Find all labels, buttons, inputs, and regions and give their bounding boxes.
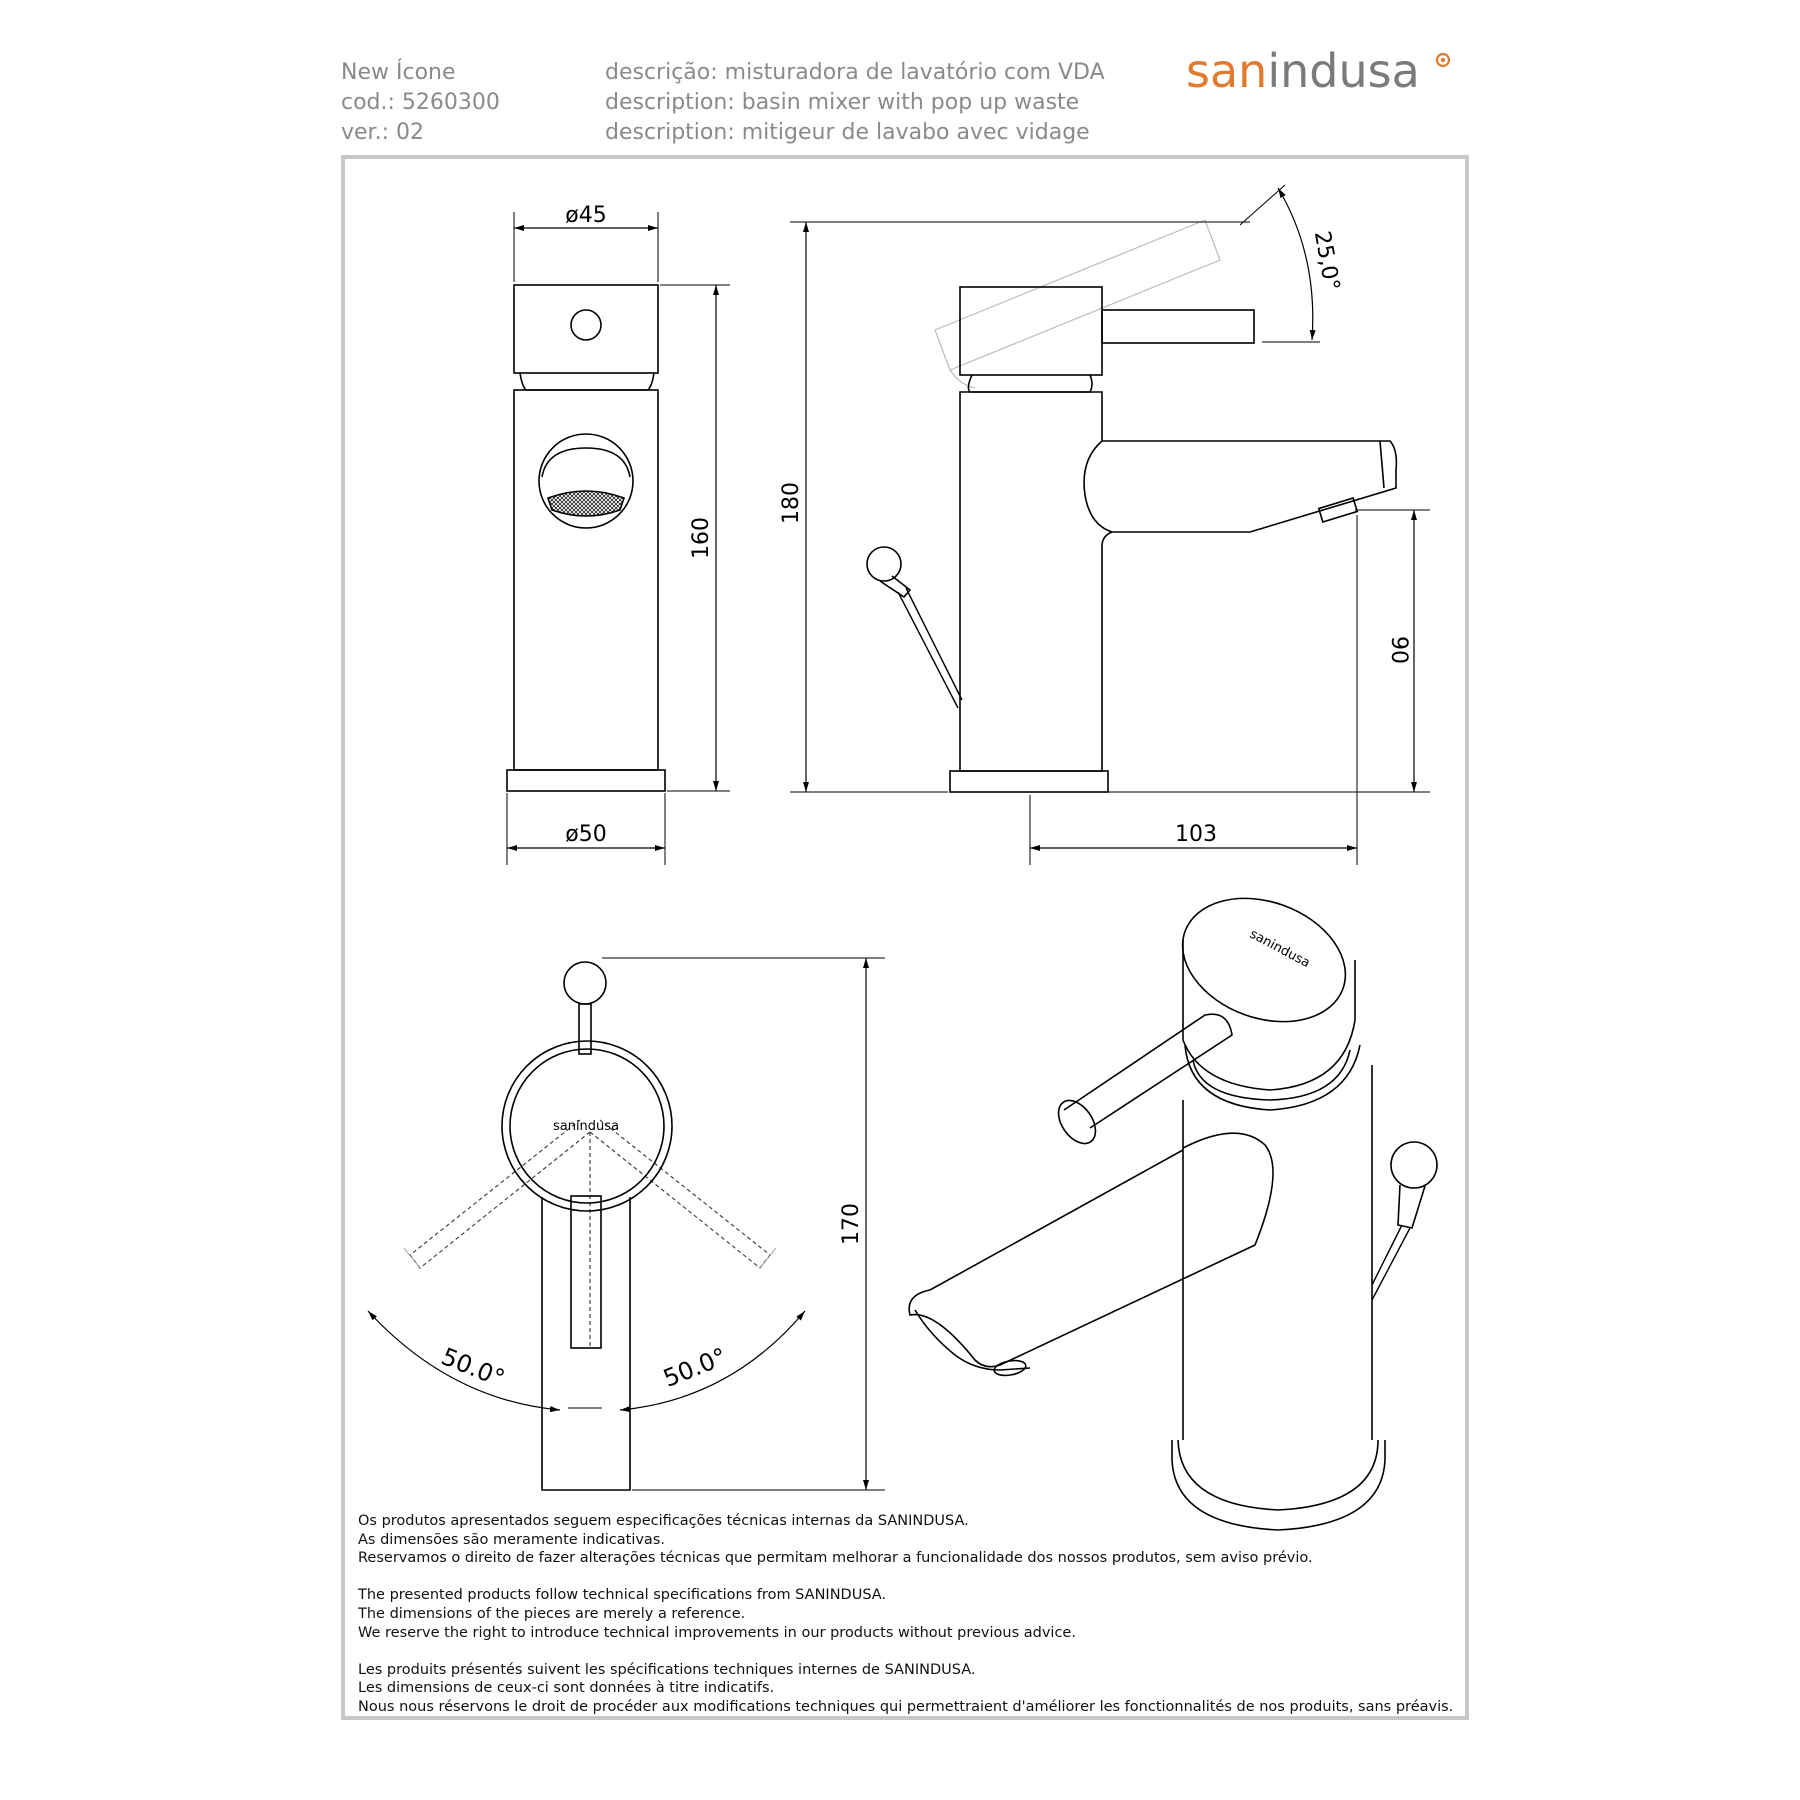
dim-side-lever-angle-arc xyxy=(1278,188,1313,340)
front-handle-cap xyxy=(514,285,658,373)
product-name: New Ícone xyxy=(341,60,456,85)
top-lever xyxy=(571,1196,601,1348)
note-line: Les produits présentés suivent les spécifications techniques internes de SANINDUSA. xyxy=(358,1661,976,1678)
side-lever xyxy=(1102,310,1254,343)
note-line: As dimensões são meramente indicativas. xyxy=(358,1531,665,1548)
iso-lever-end xyxy=(1051,1094,1103,1151)
top-ghost-levers xyxy=(410,1120,770,1348)
logo-san: san xyxy=(1186,44,1268,98)
notes-pt xyxy=(358,1512,1453,1568)
top-spout xyxy=(542,1197,630,1490)
side-body xyxy=(960,392,1396,771)
top-view xyxy=(368,958,885,1490)
side-neck xyxy=(968,375,1092,392)
top-brand-mark: sanindusa xyxy=(552,1119,620,1134)
side-ghost-handle xyxy=(935,220,1220,388)
dim-side-lever-angle: 25,0° xyxy=(1308,229,1344,293)
front-aerator-mesh xyxy=(548,491,624,516)
product-version: ver.: 02 xyxy=(341,120,424,145)
top-popup-knob xyxy=(564,962,606,1004)
dim-front-base-diameter: ø50 xyxy=(565,822,607,847)
side-base xyxy=(950,771,1108,792)
iso-base xyxy=(1178,1440,1378,1510)
dim-side-spout-height: 90 xyxy=(1386,636,1411,664)
isometric-view xyxy=(909,877,1437,1530)
iso-cap-top xyxy=(1165,877,1363,1043)
note-line: We reserve the right to introduce technical improvements in our products without previous advice. xyxy=(358,1624,1076,1641)
notes-en xyxy=(358,1586,1453,1642)
dim-top-angle-right: 50.0° xyxy=(659,1342,731,1393)
iso-body xyxy=(1183,1065,1372,1440)
side-spout-curve xyxy=(1084,441,1112,532)
iso-neck-ring xyxy=(1193,1050,1350,1100)
front-base xyxy=(507,770,665,791)
dim-side-height: 180 xyxy=(779,482,804,524)
note-line: Nous nous réservons le droit de procéder aux modifications techniques qui permettraient d'améliorer les fonctionnalités de nos produits, sans préavis. xyxy=(358,1698,1454,1715)
top-popup-rod xyxy=(579,1004,591,1054)
description-pt: descrição: misturadora de lavatório com VDA xyxy=(605,60,1105,85)
iso-spout xyxy=(909,1133,1273,1366)
note-line: The presented products follow technical specifications from SANINDUSA. xyxy=(358,1587,887,1604)
side-handle-cap xyxy=(960,287,1102,375)
side-popup-knob xyxy=(867,547,901,581)
iso-popup-knob xyxy=(1391,1142,1437,1188)
description-en: description: basin mixer with pop up waste xyxy=(605,90,1080,115)
disclaimer-notes xyxy=(358,1512,1453,1717)
note-line: Les dimensions de ceux-ci sont données à titre indicatifs. xyxy=(358,1680,775,1697)
side-spout-tip xyxy=(1380,441,1384,488)
front-spout-outlet xyxy=(542,448,630,477)
dim-top-height: 170 xyxy=(839,1203,864,1245)
dim-front-height: 160 xyxy=(689,517,714,559)
note-line: Os produtos apresentados seguem especificações técnicas internas da SANINDUSA. xyxy=(358,1513,969,1529)
product-code: cod.: 5260300 xyxy=(341,90,500,115)
note-line: The dimensions of the pieces are merely a reference. xyxy=(358,1605,746,1622)
iso-popup-rod xyxy=(1372,1225,1402,1285)
front-handle-hole xyxy=(571,310,601,340)
note-line: Reservamos o direito de fazer alterações técnicas que permitam melhorar a funcionalidade dos nossos produtos, sem aviso prévio. xyxy=(358,1550,1313,1567)
notes-fr xyxy=(358,1661,1453,1717)
logo-indusa: indusa xyxy=(1267,44,1420,98)
front-body xyxy=(514,390,658,770)
description-fr: description: mitigeur de lavabo avec vidage xyxy=(605,120,1090,145)
side-popup-rod xyxy=(898,592,958,708)
dim-top-angle-left: 50.0° xyxy=(437,1342,509,1393)
dim-side-reach: 103 xyxy=(1175,822,1217,847)
front-neck xyxy=(520,373,654,390)
iso-brand-mark: sanindusa xyxy=(1246,926,1313,972)
dim-front-top-diameter: ø45 xyxy=(565,203,607,228)
